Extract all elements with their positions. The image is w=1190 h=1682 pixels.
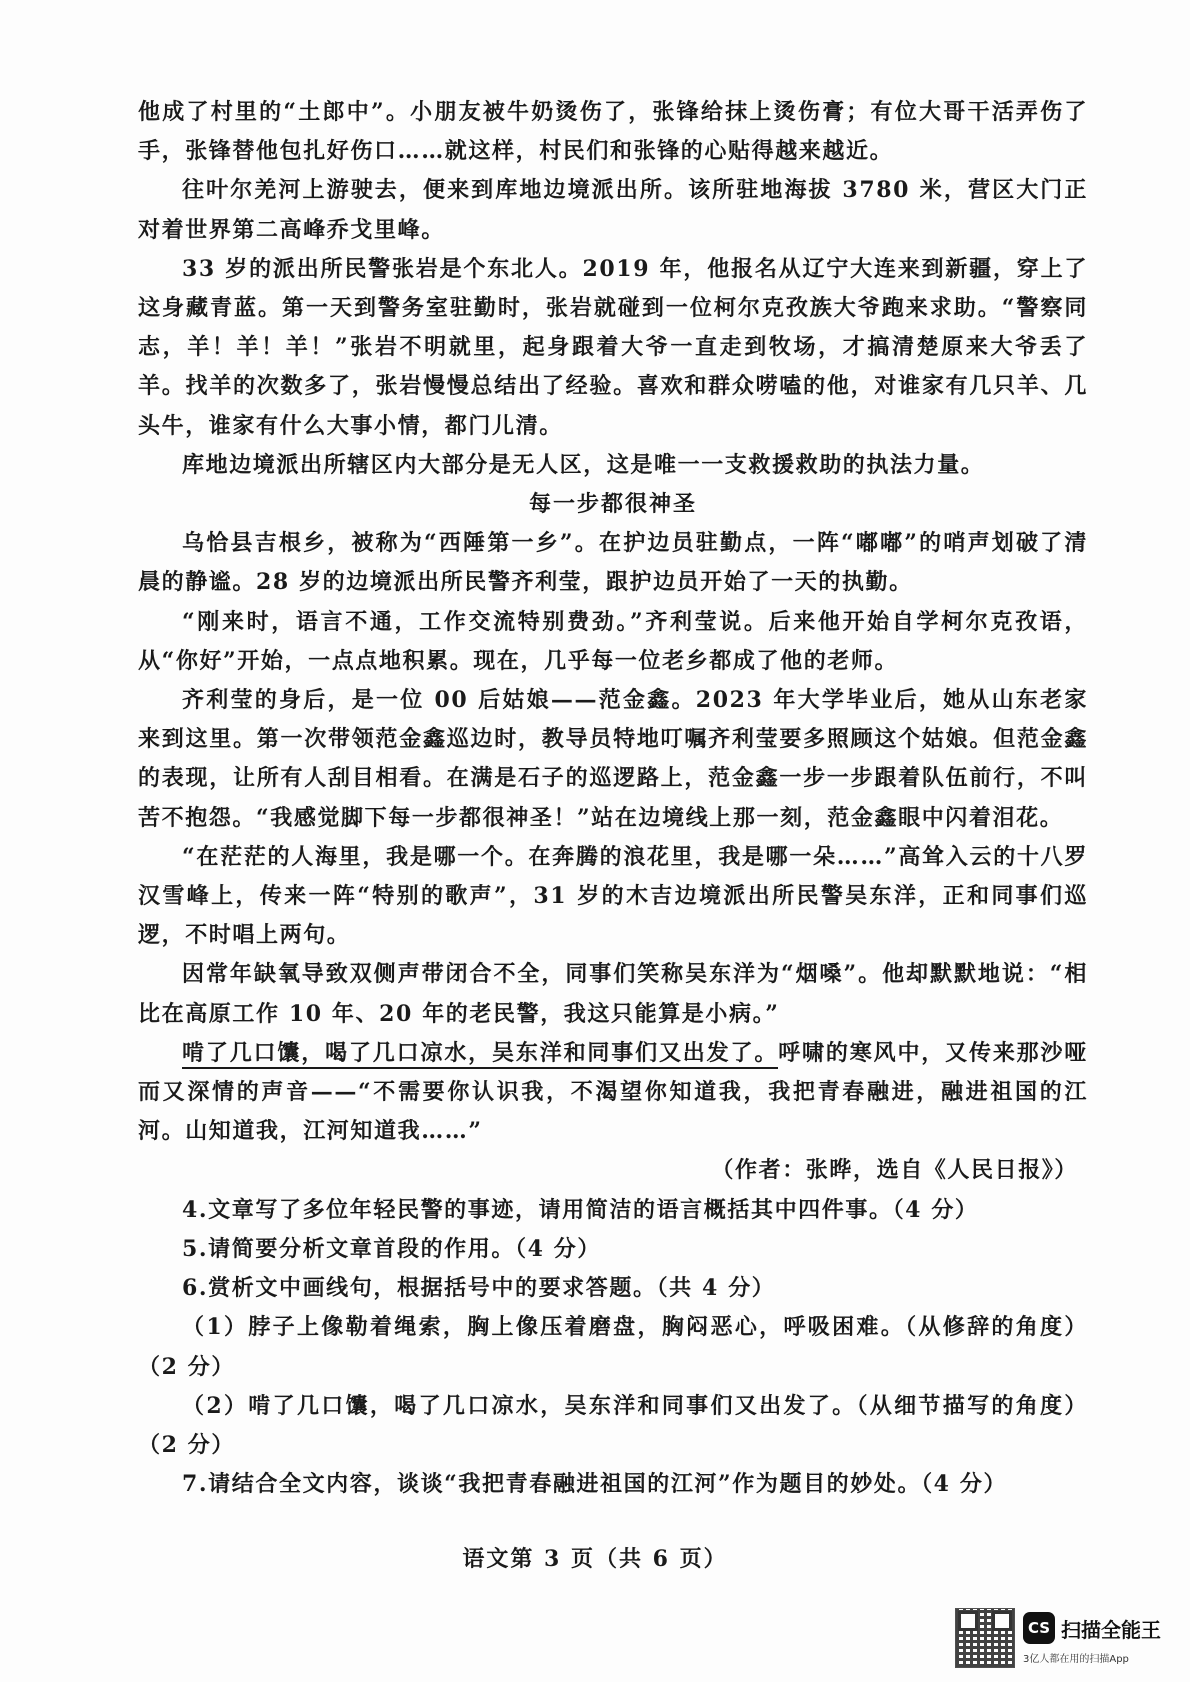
paragraph-rest: 呼啸的寒风中，又传来那沙哑而又深情的声音——“不需要你认识我，不渴望你知道我，我把青春融进，融进祖国的江河。山知道我，江河知道我……” [138, 1039, 1088, 1145]
paragraph: 他成了村里的“土郎中”。小朋友被牛奶烫伤了，张锋给抹上烫伤膏；有位大哥干活弄伤了手，张锋替他包扎好伤口……就这样，村民们和张锋的心贴得越来越近。 [138, 99, 1088, 165]
paragraph-with-underline [138, 1034, 1088, 1152]
scanner-watermark [955, 1608, 1175, 1670]
underlined-sentence: 啃了几口馕，喝了几口凉水，吴东洋和同事们又出发了。 [182, 1040, 778, 1069]
paragraph: 库地边境派出所辖区内大部分是无人区，这是唯一一支救援救助的执法力量。 [182, 451, 985, 478]
question-6: 6.赏析文中画线句，根据括号中的要求答题。（共 4 分） [182, 1275, 776, 1302]
paragraph: 33 岁的派出所民警张岩是个东北人。2019 年，他报名从辽宁大连来到新疆，穿上了这身藏青蓝。第一天到警务室驻勤时，张岩就碰到一位柯尔克孜族大爷跑来求助。“警察同志，羊！羊！羊！”张岩不明就里，起身跟着大爷一直走到牧场，才搞清楚原来大爷丢了羊。找羊的次数多了，张岩慢慢总结出了经验。喜欢和群众唠嗑的他，对谁家有几只羊、几头牛，谁家有什么大事小情，都门儿清。 [138, 255, 1088, 439]
scanner-app-name: 扫描全能王 [1061, 1618, 1161, 1642]
article-body [138, 93, 1088, 1504]
paragraph: 乌恰县吉根乡，被称为“西陲第一乡”。在护边员驻勤点，一阵“嘟嘟”的哨声划破了清晨的静谧。28 岁的边境派出所民警齐利莹，跟护边员开始了一天的执勤。 [138, 530, 1088, 596]
paragraph: 往叶尔羌河上游驶去，便来到库地边境派出所。该所驻地海拔 3780 米，营区大门正对着世界第二高峰乔戈里峰。 [138, 177, 1088, 243]
scanner-tagline: 3亿人都在用的扫描App [1023, 1654, 1129, 1665]
paragraph: 因常年缺氧导致双侧声带闭合不全，同事们笑称吴东洋为“烟嗓”。他却默默地说：“相比在高原工作 10 年、20 年的老民警，我这只能算是小病。” [138, 961, 1088, 1027]
cs-logo-icon: CS [1023, 1612, 1055, 1644]
page-footer: 语文第 3 页（共 6 页） [462, 1546, 728, 1572]
paragraph: “在茫茫的人海里，我是哪一个。在奔腾的浪花里，我是哪一朵……”高耸入云的十八罗汉雪峰上，传来一阵“特别的歌声”，31 岁的木吉边境派出所民警吴东洋，正和同事们巡逻，不时唱上两句。 [138, 843, 1088, 949]
question-6-1: （1）脖子上像勒着绳索，胸上像压着磨盘，胸闷恶心，呼吸困难。（从修辞的角度）（2 分） [138, 1314, 1088, 1380]
question-4: 4.文章写了多位年轻民警的事迹，请用简洁的语言概括其中四件事。（4 分） [182, 1196, 979, 1223]
question-5: 5.请简要分析文章首段的作用。（4 分） [182, 1235, 601, 1262]
paragraph: “刚来时，语言不通，工作交流特别费劲。”齐利莹说。后来他开始自学柯尔克孜语，从“你好”开始，一点点地积累。现在，几乎每一位老乡都成了他的老师。 [138, 608, 1088, 674]
section-heading: 每一步都很神圣 [528, 491, 697, 518]
paragraph: 齐利莹的身后，是一位 00 后姑娘——范金鑫。2023 年大学毕业后，她从山东老家来到这里。第一次带领范金鑫巡边时，教导员特地叮嘱齐利莹要多照顾这个姑娘。但范金鑫的表现，让所有人刮目相看。在满是石子的巡逻路上，范金鑫一步一步跟着队伍前行，不叫苦不抱怨。“我感觉脚下每一步都很神圣！”站在边境线上那一刻，范金鑫眼中闪着泪花。 [138, 687, 1088, 831]
qr-code-icon [955, 1608, 1015, 1668]
article-source: （作者：张晔，选自《人民日报》） [711, 1157, 1078, 1184]
question-7: 7.请结合全文内容，谈谈“我把青春融进祖国的江河”作为题目的妙处。（4 分） [182, 1471, 1008, 1498]
question-6-2: （2）啃了几口馕，喝了几口凉水，吴东洋和同事们又出发了。（从细节描写的角度）（2 分） [138, 1392, 1088, 1458]
